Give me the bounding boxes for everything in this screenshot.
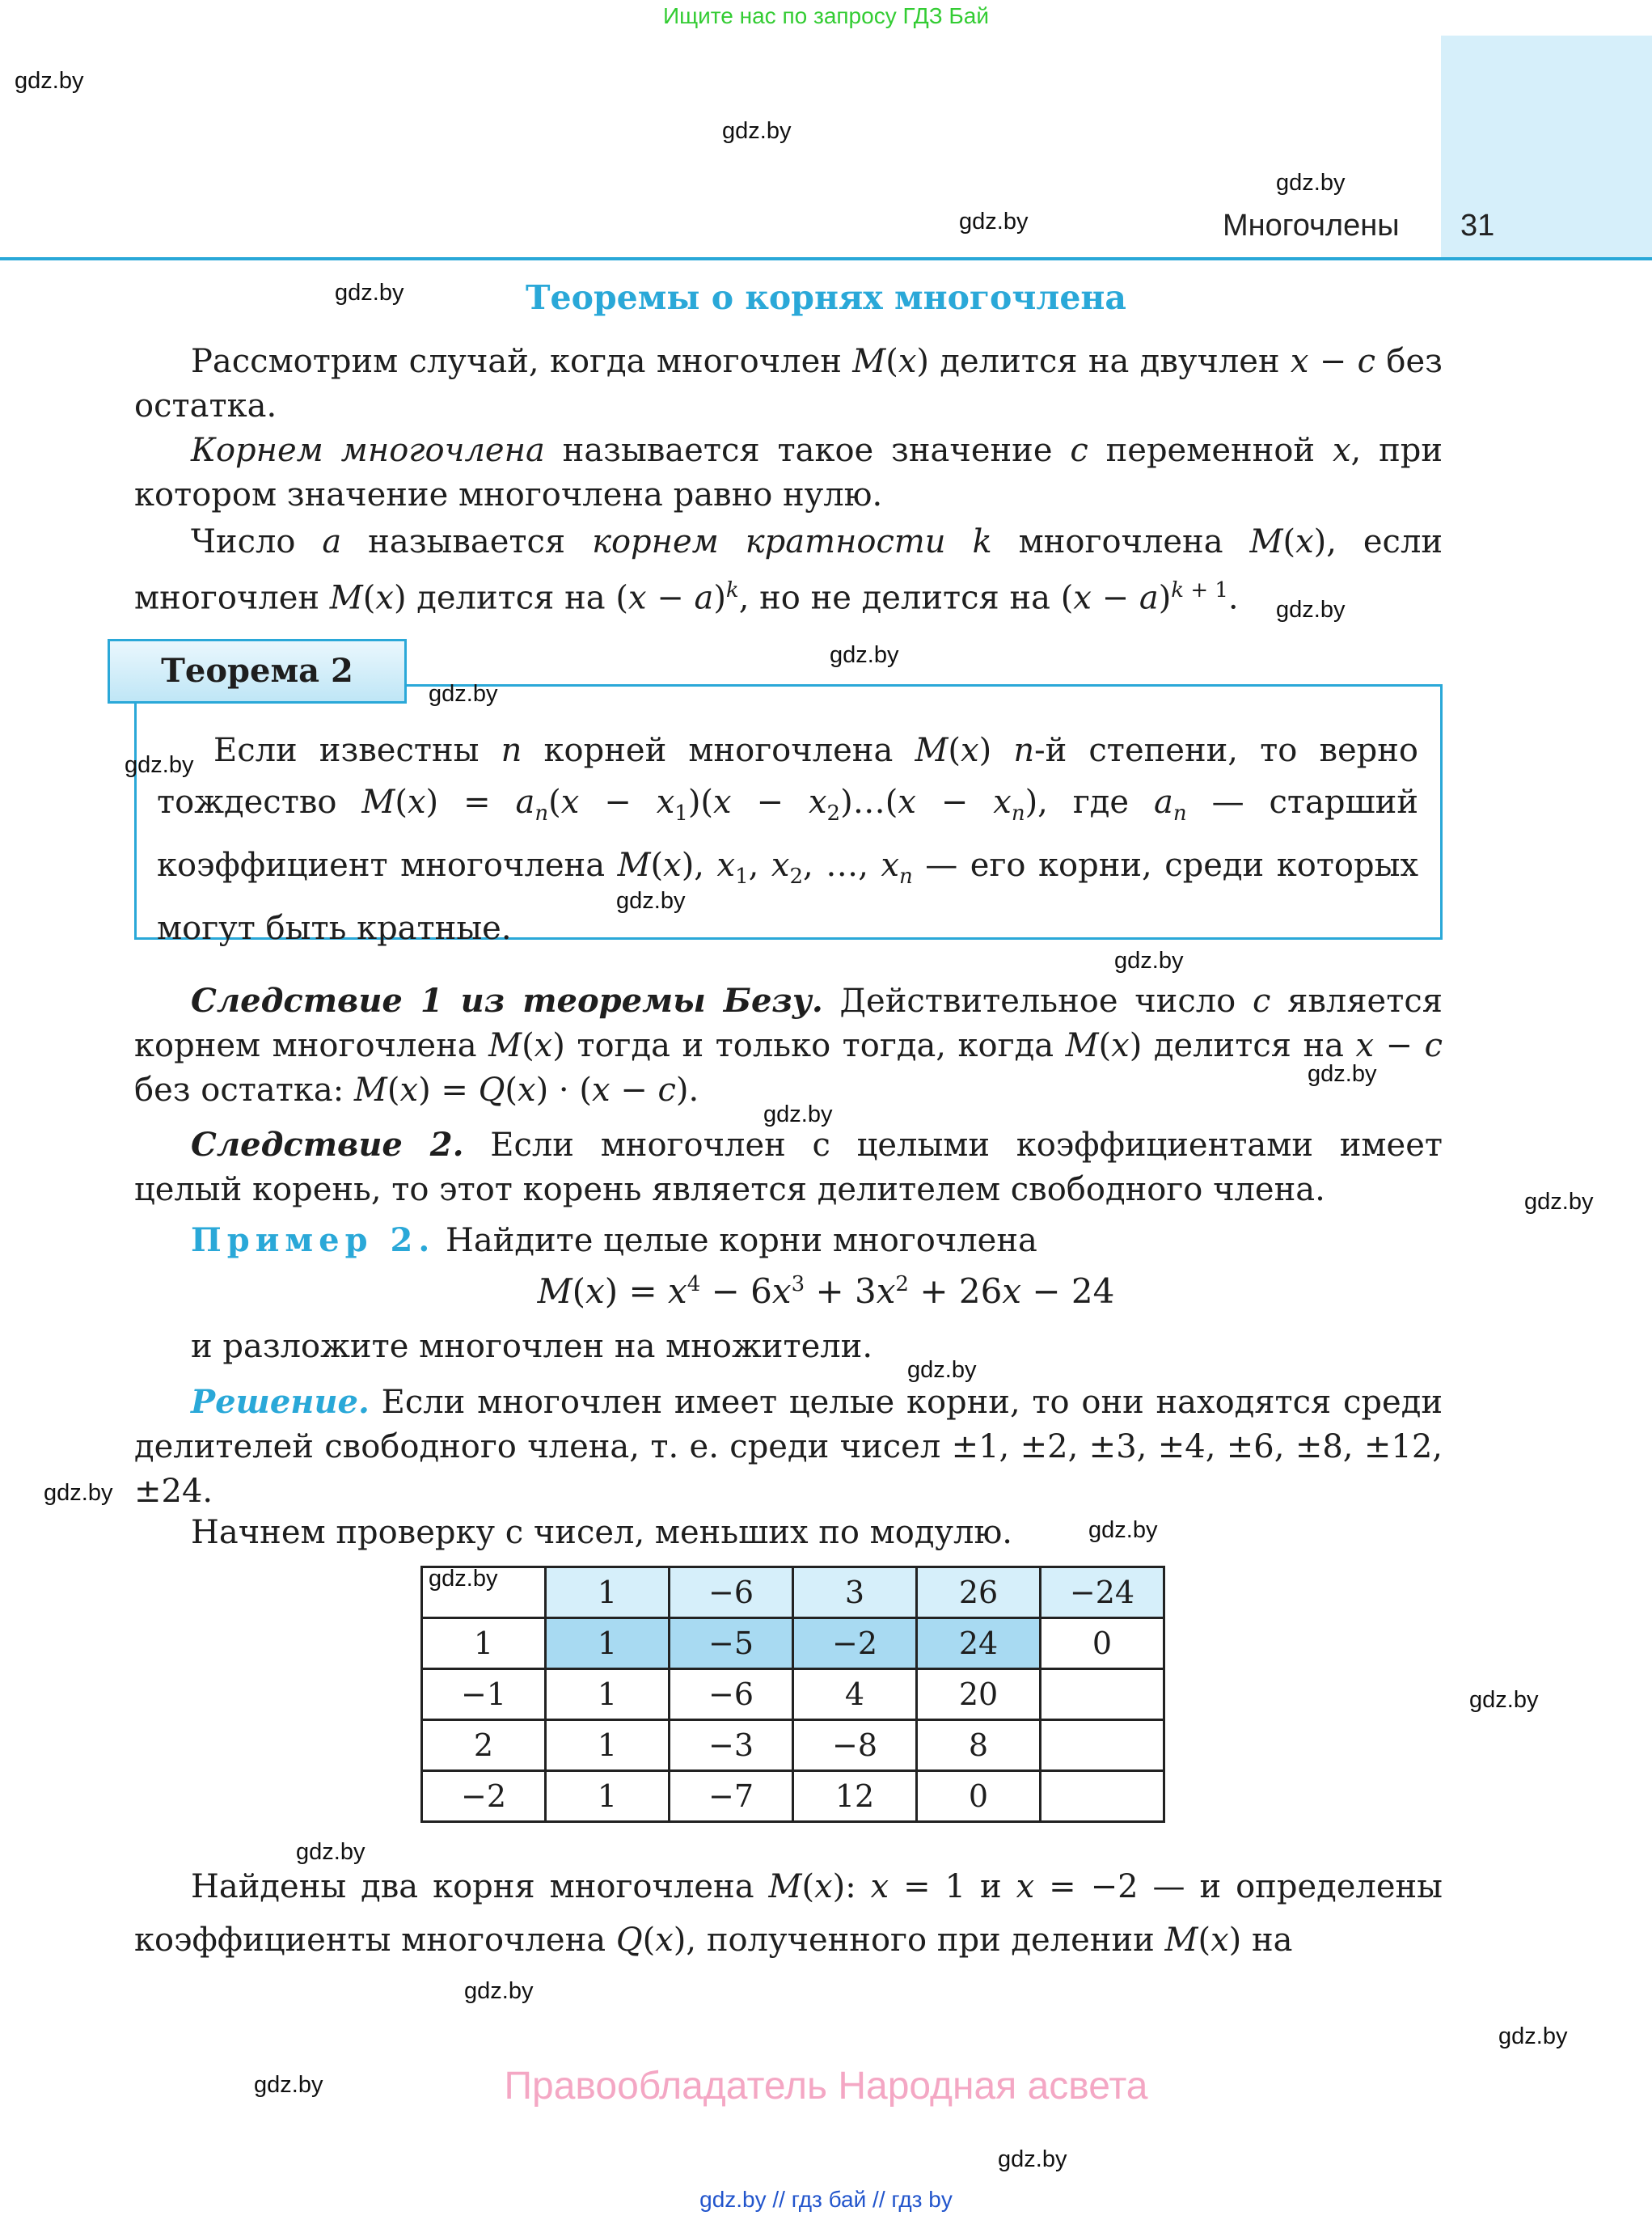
- horner-table: [420, 1566, 1165, 1823]
- paragraph-example: Пример 2. Найдите целые корни многочлена: [191, 1221, 1037, 1259]
- table-cell: 1: [546, 1720, 670, 1771]
- table-row: [422, 1771, 1164, 1822]
- table-header-cell: 3: [793, 1567, 917, 1618]
- table-cell: [1041, 1669, 1164, 1720]
- table-header-cell: −24: [1041, 1567, 1164, 1618]
- table-cell: 0: [1041, 1618, 1164, 1669]
- table-cell: 1: [546, 1771, 670, 1822]
- header-rule: [0, 257, 1652, 260]
- watermark: gdz.by: [464, 1978, 534, 2004]
- watermark: gdz.by: [1276, 597, 1346, 623]
- table-cell-highlighted: −2: [793, 1618, 917, 1669]
- table-header-row: [422, 1567, 1164, 1618]
- table-cell-highlighted: −5: [670, 1618, 793, 1669]
- table-header-cell: 26: [917, 1567, 1041, 1618]
- table-row: [422, 1618, 1164, 1669]
- table-header-cell: 1: [546, 1567, 670, 1618]
- table-cell: 1: [422, 1618, 546, 1669]
- section-title: Теоремы о корнях многочлена: [526, 278, 1126, 317]
- paragraph-solution: Решение. Если многочлен имеет целые корни, то они находятся среди делителей свободного члена, т. е. среди чисел ±1, ±2, ±3, ±4, ±6, ±8, ±12, ±24.: [134, 1383, 1443, 1510]
- polynomial-formula: $M(x) = x^4 - 6x^3 + 3x^2 + 26x - 24$: [537, 1271, 1115, 1311]
- watermark: gdz.by: [722, 118, 792, 144]
- table-cell: [1041, 1771, 1164, 1822]
- table-cell: −7: [670, 1771, 793, 1822]
- table-cell: −3: [670, 1720, 793, 1771]
- theorem-label: Теорема 2: [108, 639, 407, 704]
- example-label: Пример 2.: [191, 1221, 436, 1259]
- copyright-notice: Правообладатель Народная асвета: [504, 2065, 1148, 2108]
- table-cell: 4: [793, 1669, 917, 1720]
- table-cell: 2: [422, 1720, 546, 1771]
- table-cell: 0: [917, 1771, 1041, 1822]
- watermark: gdz.by: [44, 1480, 113, 1506]
- table-cell: [1041, 1720, 1164, 1771]
- table-cell: −6: [670, 1669, 793, 1720]
- table-row: [422, 1669, 1164, 1720]
- paragraph-check: Начнем проверку с чисел, меньших по модулю.: [191, 1514, 1012, 1551]
- paragraph-factor: и разложите многочлен на множители.: [191, 1328, 873, 1365]
- watermark: gdz.by: [1469, 1687, 1539, 1713]
- paragraph-corollary-2: Следствие 2. Если многочлен с целыми коэффициентами имеет целый корень, то этот корень является делителем свободного члена.: [134, 1126, 1443, 1208]
- paragraph-intro: Рассмотрим случай, когда многочлен M(x) делится на двучлен x − c без остатка.: [134, 343, 1443, 425]
- watermark: gdz.by: [1088, 1517, 1158, 1543]
- table-cell: −2: [422, 1771, 546, 1822]
- watermark: gdz.by: [1114, 948, 1184, 974]
- watermark: gdz.by: [1524, 1189, 1594, 1215]
- page-number: 31: [1460, 209, 1495, 243]
- watermark: gdz.by: [15, 68, 84, 94]
- footer-links[interactable]: gdz.by // гдз бай // гдз by: [699, 2187, 953, 2212]
- paragraph-root-definition: Корнем многочлена называется такое значение c переменной x, при котором значение многочлена равно нулю.: [134, 432, 1443, 514]
- watermark: gdz.by: [335, 280, 404, 306]
- table-cell-highlighted: 24: [917, 1618, 1041, 1669]
- watermark: gdz.by: [125, 752, 194, 778]
- watermark: gdz.by: [907, 1357, 977, 1383]
- watermark: gdz.by: [763, 1101, 833, 1127]
- table-cell: −8: [793, 1720, 917, 1771]
- watermark: gdz.by: [959, 209, 1029, 235]
- watermark: gdz.by: [998, 2146, 1067, 2172]
- watermark: gdz.by: [429, 681, 498, 707]
- paragraph-roots-found: Найдены два корня многочлена M(x): x = 1 и x = −2 — и определены коэффициенты многочлена Q(x), полученного при делении M(x) на: [134, 1868, 1443, 1959]
- watermark: gdz.by: [296, 1839, 365, 1865]
- top-banner[interactable]: Ищите нас по запросу ГДЗ Бай: [662, 3, 990, 28]
- solution-label: Решение.: [191, 1383, 370, 1421]
- paragraph-multiplicity: Число a называется корнем кратности k многочлена M(x), если многочлен M(x) делится на $(x - a)^k$, но не делится на $(x - a)^{k + 1}$.: [134, 523, 1443, 617]
- watermark: gdz.by: [429, 1566, 498, 1592]
- running-title: Многочлены: [1223, 209, 1400, 243]
- table-header-cell: −6: [670, 1567, 793, 1618]
- table-cell-highlighted: 1: [546, 1618, 670, 1669]
- watermark: gdz.by: [830, 642, 899, 668]
- paragraph-corollary-1: Следствие 1 из теоремы Безу. Действительное число c является корнем многочлена M(x) тогда и только тогда, когда M(x) делится на x − c без остатка: M(x) = Q(x) · (x − c).: [134, 982, 1443, 1109]
- watermark: gdz.by: [1308, 1061, 1377, 1087]
- watermark: gdz.by: [616, 888, 686, 914]
- table-cell: 1: [546, 1669, 670, 1720]
- theorem-text: Если известны n корней многочлена M(x) n-й степени, то верно тождество $M(x) = a_n(x - x_1)(x$ − $x_2)\dots(x - x_n)$, где $a_n$ — старший коэффициент многочлена M(x), $x_1$, $x_2$, …, $x_n$ — его корни, среди которых могут быть кратные.: [157, 732, 1419, 947]
- table-cell: 20: [917, 1669, 1041, 1720]
- watermark: gdz.by: [254, 2072, 323, 2098]
- watermark: gdz.by: [1276, 170, 1346, 196]
- table-cell: −1: [422, 1669, 546, 1720]
- table-cell: 12: [793, 1771, 917, 1822]
- watermark: gdz.by: [1498, 2023, 1568, 2049]
- table-row: [422, 1720, 1164, 1771]
- table-cell: 8: [917, 1720, 1041, 1771]
